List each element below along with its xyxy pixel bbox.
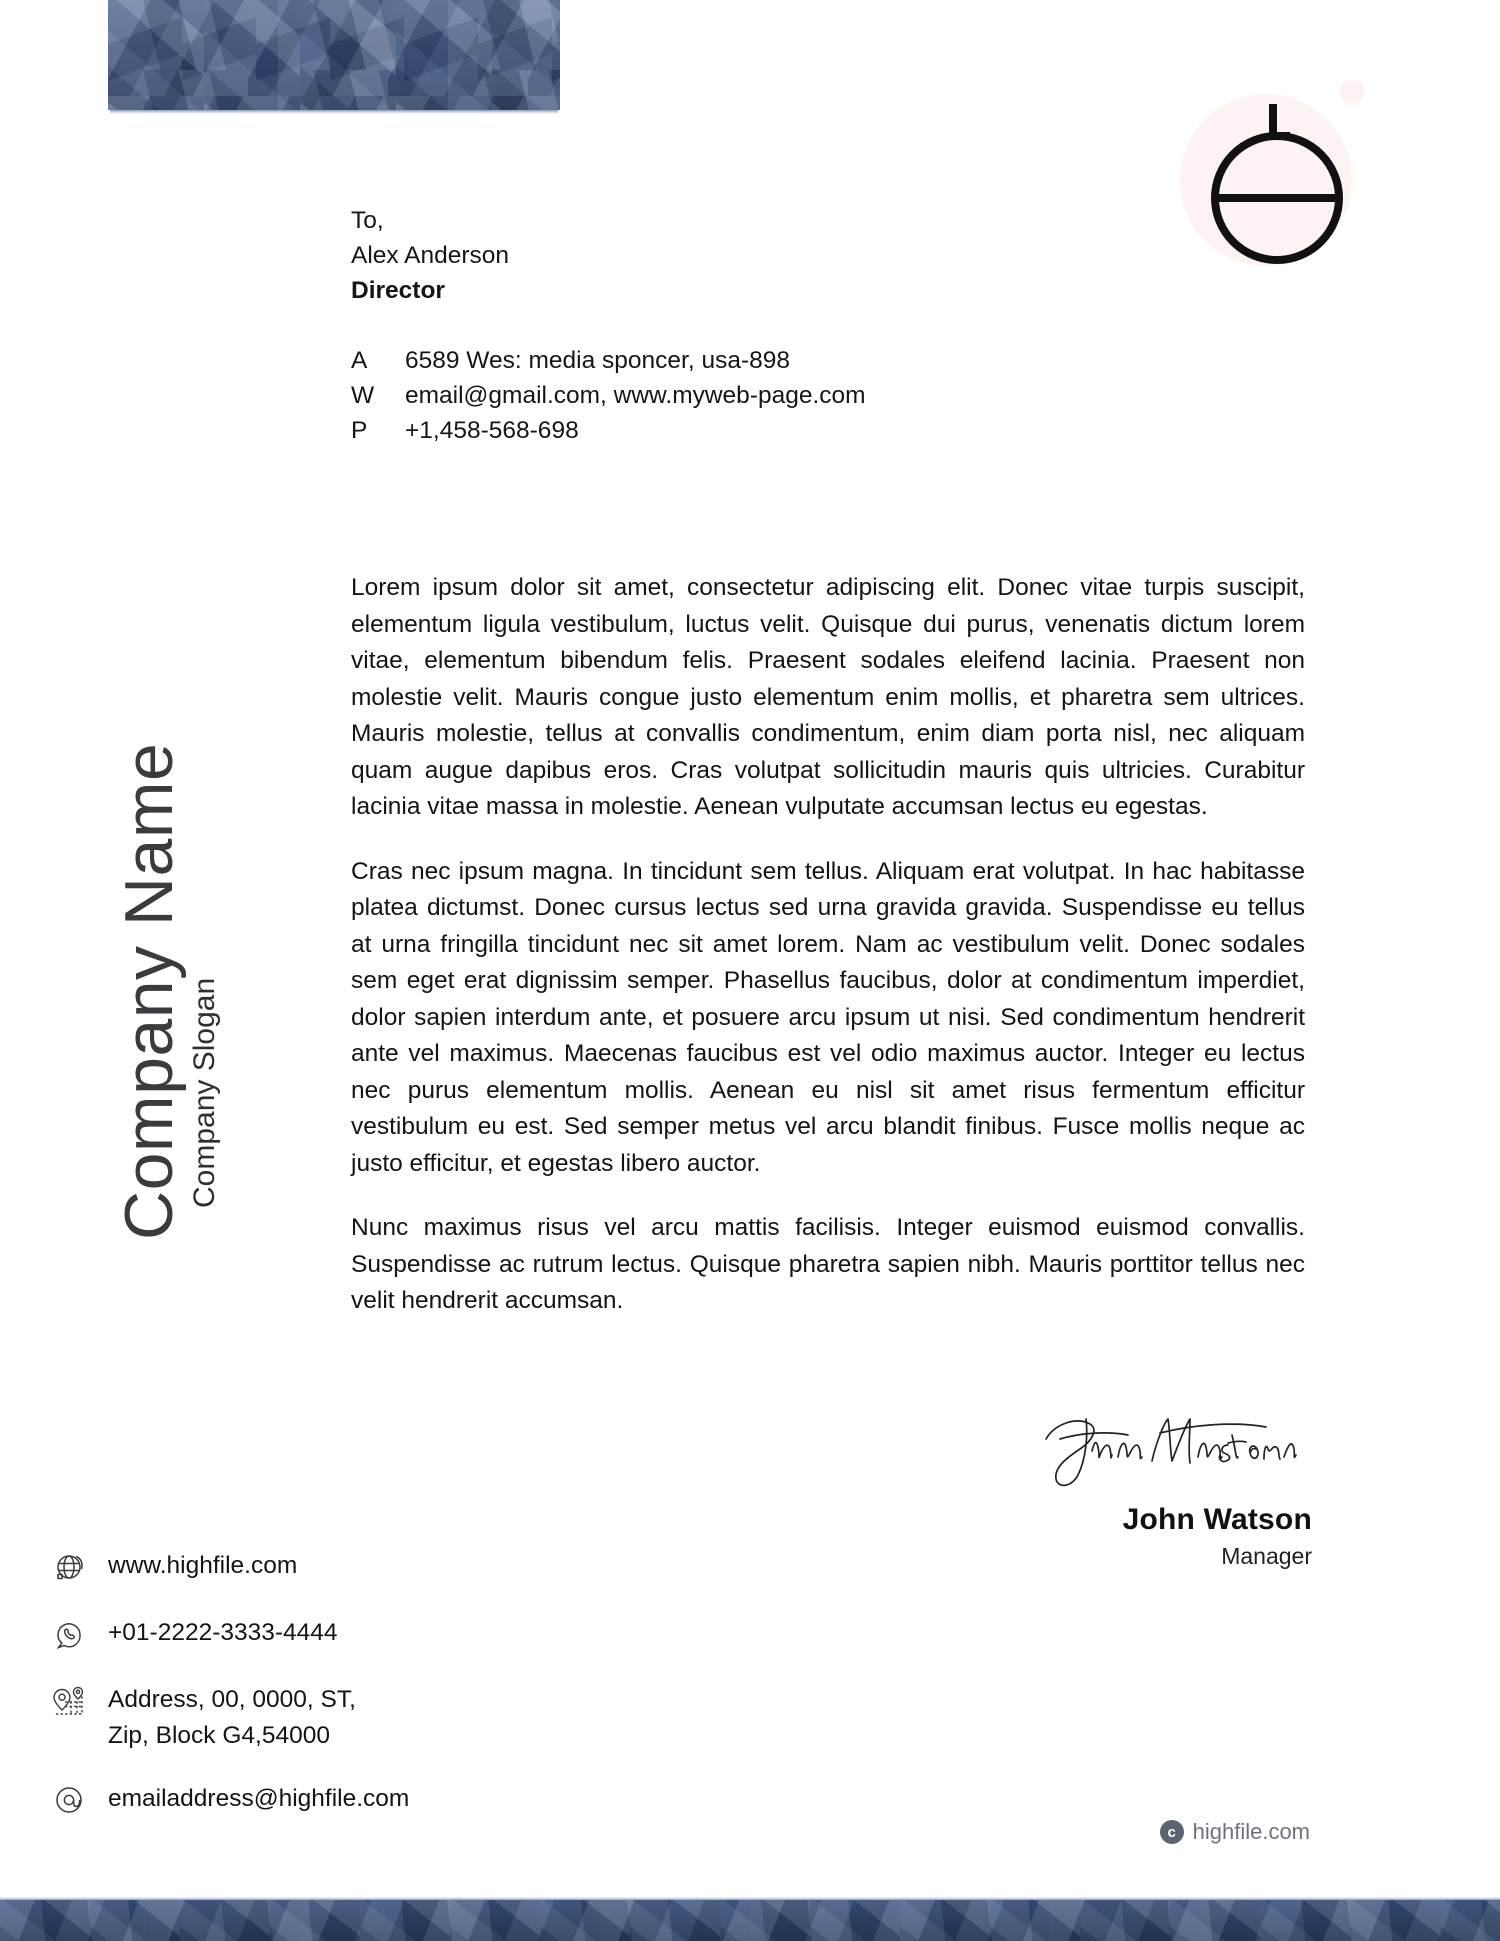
logo-mark-icon xyxy=(1172,78,1372,278)
recipient-title: Director xyxy=(351,277,445,304)
at-sign-icon xyxy=(48,1781,92,1821)
footer-phone-text: +01-2222-3333-4444 xyxy=(108,1619,338,1646)
contact-row-phone xyxy=(351,413,991,448)
globe-icon xyxy=(48,1548,92,1588)
top-banner-image xyxy=(108,0,560,110)
body-paragraph-1: Lorem ipsum dolor sit amet, consectetur adipiscing elit. Donec vitae turpis suscipit, elementum ligula vestibulum, luctus velit. Quisque dui purus, venenatis dictum lorem vitae, elementum bibendum felis. Praesent sodales eleifend lacinia. Praesent non molestie velit. Mauris congue justo elementum enim mollis, et pharetra sem ultrices. Mauris molestie, tellus at convallis condimentum, enim diam porta nisl, nec aliquam quam augue dapibus eros. Cras volutpat sollicitudin mauris quis ultricies. Curabitur lacinia vitae massa in molestie. Aenean vulputate accumsan lectus eu egestas. xyxy=(351,574,1305,820)
sender-contact-block xyxy=(351,343,991,448)
phone-icon xyxy=(48,1615,92,1655)
handwritten-signature-icon xyxy=(1040,1405,1300,1497)
highfile-watermark xyxy=(1160,1819,1310,1845)
company-name: Company Name xyxy=(111,742,187,1240)
body-paragraph-3: Nunc maximus risus vel arcu mattis facilisis. Integer euismod euismod convallis. Suspendisse ac rutrum lectus. Quisque pharetra sapien nibh. Mauris porttitor tellus nec velit hendrerit accumsan. xyxy=(351,1214,1305,1314)
signature-block xyxy=(892,1405,1312,1570)
contact-row-address xyxy=(351,343,991,378)
contact-value-address: 6589 Wes: media sponcer, usa-898 xyxy=(405,347,790,374)
footer-email-text: emailaddress@highfile.com xyxy=(108,1785,410,1812)
footer-contact-list xyxy=(48,1548,568,1821)
recipient-name: Alex Anderson xyxy=(351,242,509,269)
vertical-brand-block xyxy=(0,620,260,1260)
recipient-salutation: To, xyxy=(351,207,384,234)
footer-address-line-2: Zip, Block G4,54000 xyxy=(108,1722,330,1749)
company-logo xyxy=(1172,78,1372,278)
footer-contact-website[interactable] xyxy=(48,1548,568,1588)
contact-key-web: W xyxy=(351,382,375,409)
contact-value-web: email@gmail.com, www.myweb-page.com xyxy=(405,382,866,409)
recipient-block xyxy=(351,203,971,308)
footer-address-text xyxy=(108,1682,356,1754)
watermark-text: highfile.com xyxy=(1192,1819,1310,1844)
contact-row-web xyxy=(351,378,991,413)
bottom-banner-image xyxy=(0,1900,1500,1941)
footer-address-line-1: Address, 00, 0000, ST, xyxy=(108,1686,356,1713)
signer-name: John Watson xyxy=(1122,1503,1312,1536)
footer-contact-address[interactable] xyxy=(48,1682,568,1754)
contact-key-phone: P xyxy=(351,417,368,444)
copyright-badge-icon: c xyxy=(1160,1820,1184,1844)
signer-role: Manager xyxy=(1221,1543,1312,1569)
location-pin-icon xyxy=(48,1682,92,1722)
footer-website-text: www.highfile.com xyxy=(108,1552,298,1579)
letter-body xyxy=(351,570,1305,1320)
footer-contact-phone[interactable] xyxy=(48,1615,568,1655)
footer-contact-email[interactable] xyxy=(48,1781,568,1821)
body-paragraph-2: Cras nec ipsum magna. In tincidunt sem tellus. Aliquam erat volutpat. In hac habitasse platea dictumst. Donec cursus lectus sed urna gravida gravida. Suspendisse eu tellus at urna fringilla tincidunt nec sit amet lorem. Nam ac vestibulum velit. Donec sodales sem eget erat dignissim semper. Phasellus faucibus, dolor at condimentum imperdiet, dolor sapien interdum ante, et posuere arcu ipsum ut nisi. Sed condimentum hendrerit ante vel maximus. Maecenas faucibus est vel odio maximus auctor. Integer eu lectus nec purus elementum mollis. Aenean eu nisl sit amet risus fermentum efficitur vestibulum eu est. Sed semper metus vel arcu blandit finibus. Fusce mollis neque ac justo efficitur, et egestas libero auctor. xyxy=(351,857,1305,1177)
company-slogan: Company Slogan xyxy=(188,977,221,1208)
contact-value-phone: +1,458-568-698 xyxy=(405,417,579,444)
contact-key-address: A xyxy=(351,347,368,374)
